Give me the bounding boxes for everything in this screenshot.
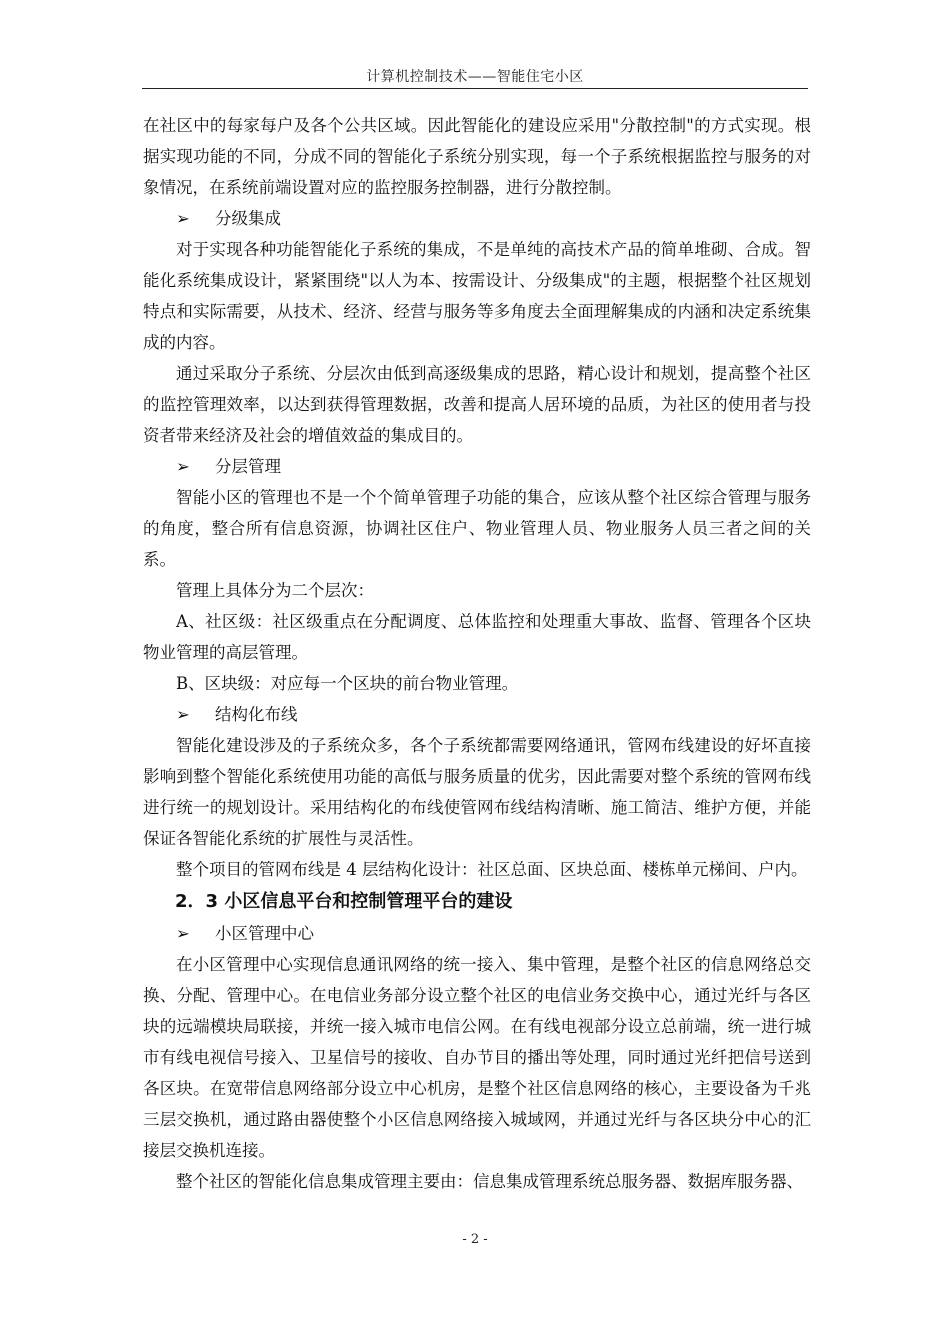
paragraph: 对于实现各种功能智能化子系统的集成，不是单纯的高技术产品的简单堆砌、合成。智能化系统集成设计，紧紧围绕"以人为本、按需设计、分级集成"的主题，根据整个社区规划特点和实际需要，从技术、经济、经营与服务等多角度去全面理解集成的内涵和决定系统集成的内容。 <box>143 240 811 352</box>
arrow-bullet-icon: ➢ <box>176 457 190 476</box>
paragraph: 在社区中的每家每户及各个公共区域。因此智能化的建设应采用"分散控制"的方式实现。根据实现功能的不同，分成不同的智能化子系统分别实现，每一个子系统根据监控与服务的对象情况，在系统前端设置对应的监控服务控制器，进行分散控制。 <box>143 116 811 197</box>
paragraph: 整个项目的管网布线是 4 层结构化设计：社区总面、区块总面、楼栋单元梯间、户内。 <box>176 860 808 879</box>
document-body <box>143 110 811 1197</box>
bullet-heading-text: 结构化布线 <box>215 705 298 724</box>
paragraph: 整个社区的智能化信息集成管理主要由：信息集成管理系统总服务器、数据库服务器、 <box>176 1172 803 1191</box>
page-number: - 2 - <box>462 1232 488 1247</box>
paragraph: 管理上具体分为二个层次： <box>176 581 374 600</box>
arrow-bullet-icon: ➢ <box>176 209 190 228</box>
bullet-heading <box>143 918 811 949</box>
page-header: 计算机控制技术——智能住宅小区 <box>366 69 584 85</box>
section-heading: 2．3 小区信息平台和控制管理平台的建设 <box>175 891 513 912</box>
bullet-heading <box>143 203 811 234</box>
bullet-heading-text: 小区管理中心 <box>215 924 314 943</box>
paragraph: 在小区管理中心实现信息通讯网络的统一接入、集中管理，是整个社区的信息网络总交换、分配、管理中心。在电信业务部分设立整个社区的电信业务交换中心，通过光纤与各区块的远端模块局联接，并统一接入城市电信公网。在有线电视部分设立总前端，统一进行城市有线电视信号接入、卫星信号的接收、自办节目的播出等处理，同时通过光纤把信号送到各区块。在宽带信息网络部分设立中心机房，是整个社区信息网络的核心，主要设备为千兆三层交换机，通过路由器使整个小区信息网络接入城域网，并通过光纤与各区块分中心的汇接层交换机连接。 <box>143 955 811 1160</box>
header-rule <box>142 88 808 89</box>
paragraph: 通过采取分子系统、分层次由低到高逐级集成的思路，精心设计和规划，提高整个社区的监控管理效率，以达到获得管理数据，改善和提高人居环境的品质，为社区的使用者与投资者带来经济及社会的增值效益的集成目的。 <box>143 364 811 445</box>
paragraph: 智能化建设涉及的子系统众多，各个子系统都需要网络通讯，管网布线建设的好坏直接影响到整个智能化系统使用功能的高低与服务质量的优劣，因此需要对整个系统的管网布线进行统一的规划设计。采用结构化的布线使管网布线结构清晰、施工简洁、维护方便，并能保证各智能化系统的扩展性与灵活性。 <box>143 736 811 848</box>
paragraph: A、社区级：社区级重点在分配调度、总体监控和处理重大事故、监督、管理各个区块物业管理的高层管理。 <box>143 612 811 662</box>
paragraph: B、区块级：对应每一个区块的前台物业管理。 <box>176 674 519 693</box>
bullet-heading-text: 分层管理 <box>215 457 281 476</box>
bullet-heading <box>143 699 811 730</box>
bullet-heading-text: 分级集成 <box>215 209 281 228</box>
bullet-heading <box>143 451 811 482</box>
paragraph: 智能小区的管理也不是一个个简单管理子功能的集合，应该从整个社区综合管理与服务的角度，整合所有信息资源，协调社区住户、物业管理人员、物业服务人员三者之间的关系。 <box>143 488 811 569</box>
arrow-bullet-icon: ➢ <box>176 705 190 724</box>
arrow-bullet-icon: ➢ <box>176 924 190 943</box>
